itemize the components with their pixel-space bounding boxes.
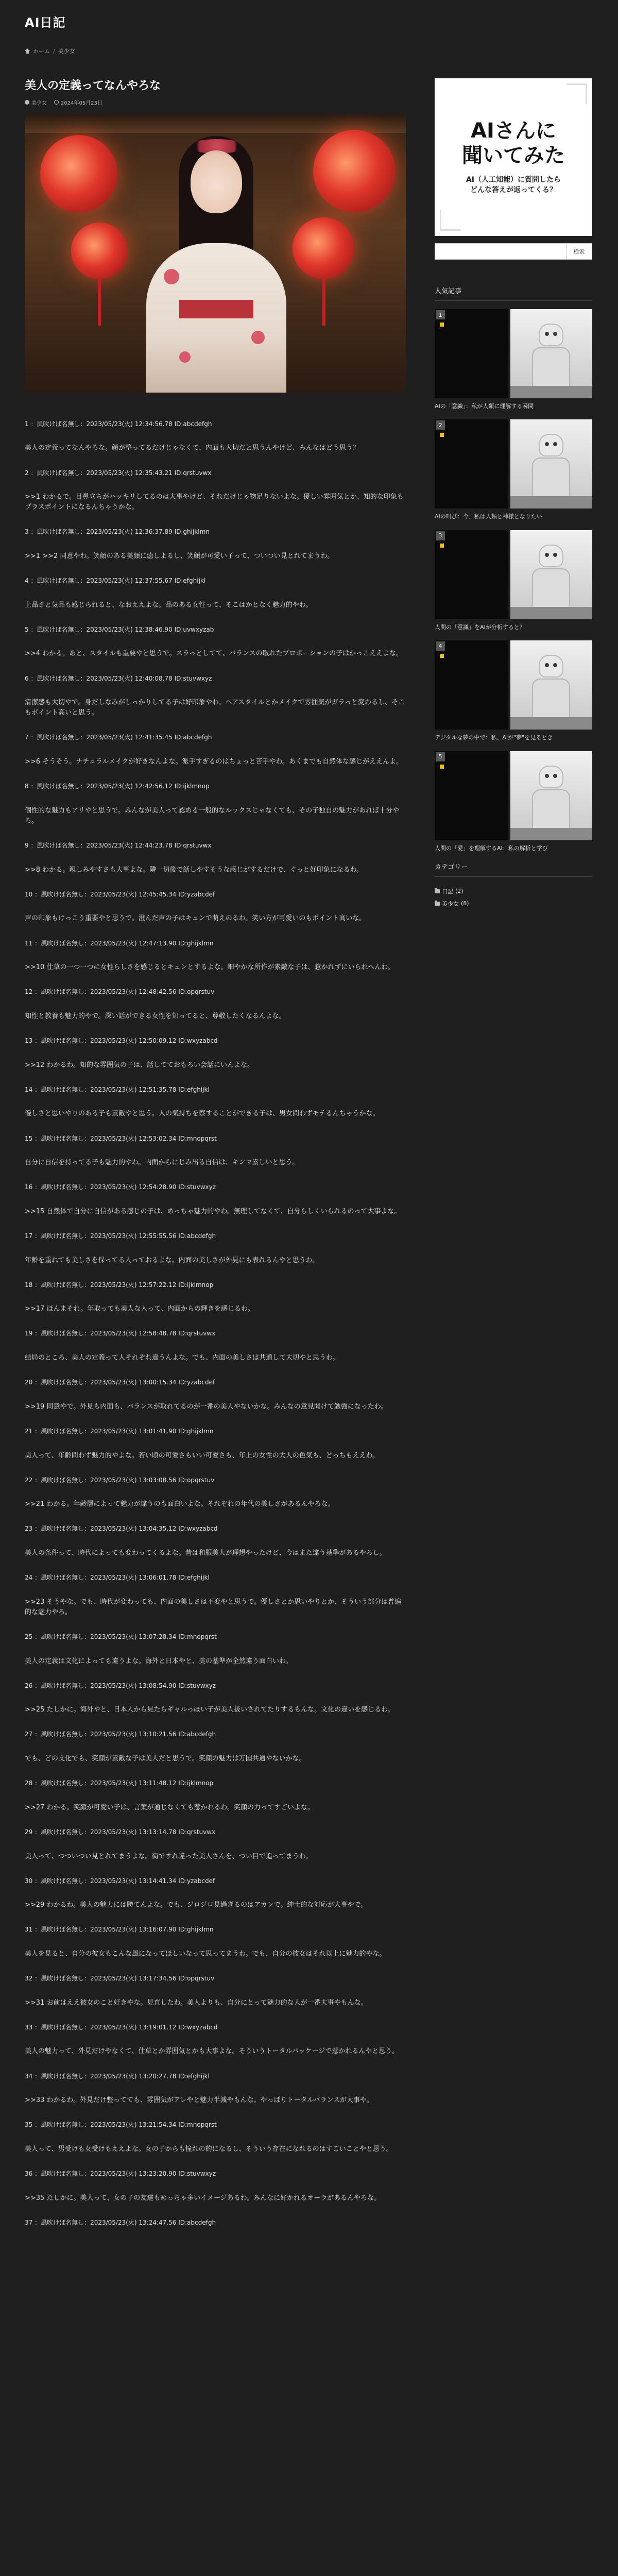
comment-body: >>27 わかる。笑顔が可愛い子は、言葉が通じなくても惹かれるわ。笑顔の力ってすごいよな。 [25, 1803, 314, 1811]
lantern-right-top [313, 130, 396, 212]
lantern-right-mid [293, 217, 354, 279]
comment-header: 5 ：風吹けば名無し：2023/05/23(火) 12:38:46.90 ID:uvwxyzab [25, 625, 214, 633]
category-heading: カテゴリー [435, 861, 592, 877]
comment-item [25, 1231, 406, 1266]
comment-body: 自分に自信を持ってる子も魅力的やわ。内面からにじみ出る自信は、キンマ素しいと思う。 [25, 1159, 299, 1167]
comment-body: >>17 ほんまそれ。年取っても美人な人って、内面からの輝きを感じるわ。 [25, 1305, 254, 1313]
comment-body: >>1 わかるで。目鼻立ちがハッキリしてるのは大事やけど、それだけじゃ物足りないよな。優しい雰囲気とか、知的な印象もプラスポイントになるんちゃうかな。 [25, 493, 404, 512]
comment-header: 19 ：風吹けば名無し：2023/05/23(火) 12:58:48.78 ID:qrstuvwx [25, 1330, 216, 1337]
thumbnail-accent [440, 323, 444, 327]
site-title[interactable]: AI日記 [25, 15, 66, 30]
comment-body: 結局のところ、美人の定義って人それぞれ違うんよな。でも、内面の美しさは共通して大切やと思うわ。 [25, 1354, 339, 1362]
post-title: 美人の定義ってなんやろな [25, 79, 161, 92]
comment-body: 年齢を重ねても美しさを保ってる人っておるよな。内面の美しさが外見にも表れるんやと思うわ。 [25, 1256, 319, 1264]
comment-item [25, 1876, 406, 1911]
thumbnail-accent [440, 654, 444, 658]
comment-body: 美人の条件って、時代によっても変わってくるよな。昔は和服美人が理想やったけど、今はまた違う基準があるやろし。 [25, 1549, 386, 1557]
comment-body: >>25 たしかに。海外やと、日本人から見たらギャルっぽい子が美人扱いされてたりするもんな。文化の違いを感じるわ。 [25, 1706, 394, 1714]
kimono-flower [164, 269, 179, 284]
popular-post-item[interactable] [435, 419, 592, 520]
ad-title-line2: 聞いてみた [462, 144, 565, 168]
popular-post-thumbnail[interactable] [435, 640, 592, 730]
kimono-flower [251, 331, 265, 344]
popular-list [435, 309, 592, 852]
comment-item [25, 625, 406, 659]
comment-item [25, 468, 406, 513]
comment-header: 28 ：風吹けば名無し：2023/05/23(火) 13:11:48.12 ID:ijklmnop [25, 1780, 214, 1787]
comment-body: 優しさと思いやりのある子も素敵やと思う。人の気持ちを察することができる子は、男女問わずモテるんちゃうかな。 [25, 1110, 380, 1118]
search-form [435, 243, 592, 260]
comment-body: >>19 同意やで。外見も内面も、バランスが取れてるのが一番の美人やないかな。みんなの意見聞けて勉強になったわ。 [25, 1402, 388, 1411]
comment-body: >>29 わかるわ。美人の魅力には勝てんよな。でも、ジロジロ見過ぎるのはアカンで。紳士的な対応が大事やで。 [25, 1901, 368, 1909]
comment-item [25, 1378, 406, 1412]
popular-post-thumbnail[interactable] [435, 530, 592, 619]
comment-body: >>21 わかる。年齢層によって魅力が違うのも面白いよな。それぞれの年代の美しさがあるんやろな。 [25, 1500, 335, 1509]
robot-eye [545, 774, 549, 778]
comment-list [25, 419, 406, 2228]
search-button[interactable]: 検索 [566, 243, 592, 260]
comment-header: 17 ：風吹けば名無し：2023/05/23(火) 12:55:55.56 ID:abcdefgh [25, 1232, 216, 1240]
comment-body: 上品さと気品も感じられると、なおええよな。品のある女性って、そこはかとなく魅力的やわ。 [25, 601, 313, 609]
category-label[interactable]: 日記 [442, 888, 453, 895]
breadcrumb-separator: / [53, 47, 55, 55]
comment-item [25, 674, 406, 719]
rank-badge: 1 [436, 310, 445, 319]
robot-body [532, 679, 570, 720]
comment-header: 34 ：風吹けば名無し：2023/05/23(火) 13:20:27.78 ID:efghijkl [25, 2072, 210, 2080]
comment-body: 美人って、つついつい見とれてまうよな。街ですれ違った美人さんを、つい目で追ってまうわ。 [25, 1852, 313, 1860]
robot-desk [510, 828, 592, 840]
comment-item [25, 1730, 406, 1764]
category-list [435, 885, 592, 910]
comment-header: 8 ：風吹けば名無し：2023/05/23(火) 12:42:56.12 ID:ijklmnop [25, 783, 210, 790]
robot-eye [553, 442, 557, 446]
robot-head [539, 655, 563, 677]
popular-post-title[interactable]: デジタルな夢の中で：私、AIが"夢"を見るとき [435, 734, 553, 741]
comment-item [25, 2169, 406, 2204]
thumbnail-accent [440, 433, 444, 437]
robot-eye [553, 553, 557, 557]
comment-body: 知性と教養も魅力的やで。深い話ができる女性を知ってると、尊敬したくなるんよな。 [25, 1012, 286, 1020]
robot-desk [510, 496, 592, 509]
comment-item [25, 1476, 406, 1510]
robot-illustration [510, 419, 592, 509]
category-item[interactable] [435, 885, 592, 897]
ad-title-line1: AIさんに [471, 119, 556, 143]
robot-body [532, 568, 570, 609]
comment-body: >>8 わかる。親しみやすさも大事よな。隣一切後で話しやすそうな感じがするだけで、ぐっと好印象になるわ。 [25, 866, 364, 874]
figure-sash [179, 300, 253, 318]
breadcrumb-home[interactable]: ホーム [33, 48, 50, 55]
popular-post-title[interactable]: AIの「意識」：私が人類に理解する瞬間 [435, 403, 534, 410]
category-count: (2) [455, 888, 464, 895]
comment-header: 10 ：風吹けば名無し：2023/05/23(火) 12:45:45.34 ID:yzabcdef [25, 890, 215, 898]
robot-body [532, 789, 570, 831]
comment-item [25, 1573, 406, 1618]
home-icon [25, 48, 30, 54]
comment-item [25, 2072, 406, 2106]
robot-eye [553, 332, 557, 336]
comment-header: 3 ：風吹けば名無し：2023/05/23(火) 12:36:37.89 ID:ghijklmn [25, 528, 210, 536]
comment-item [25, 1827, 406, 1862]
user-icon [25, 100, 29, 105]
robot-eye [553, 774, 557, 778]
comment-item [25, 1524, 406, 1558]
category-label[interactable]: 美少女 [442, 900, 459, 907]
comment-body: >>12 わかるわ。知的な雰囲気の子は、話してておもろい会話にいんよな。 [25, 1061, 254, 1069]
comment-item [25, 2120, 406, 2155]
comment-body: >>31 お前はええ彼女のこと好きやな。見直したわ。美人よりも、自分にとって魅力的な人が一番大事やもんな。 [25, 1998, 368, 2007]
comment-item [25, 1329, 406, 1363]
robot-body [532, 347, 570, 388]
thumbnail-dark-panel [435, 309, 508, 398]
ad-subtitle-line1: AI（人工知能）に質問したら [466, 176, 561, 184]
comment-body: >>4 わかる。あと、スタイルも重要やと思うで。スラっとしてて、バランスの取れたプロポーションの子はかっこええよな。 [25, 650, 403, 658]
comment-header: 7 ：風吹けば名無し：2023/05/23(火) 12:41:35.45 ID:abcdefgh [25, 734, 212, 741]
comment-item [25, 733, 406, 767]
comment-header: 2 ：風吹けば名無し：2023/05/23(火) 12:35:43.21 ID:qrstuvwx [25, 469, 212, 477]
comment-body: >>35 たしかに。美人って、女の子の友達もめっちゃ多いイメージあるわ。みんなに好かれるオーラがあるんやろな。 [25, 2194, 381, 2202]
robot-desk [510, 717, 592, 730]
robot-eye [545, 553, 549, 557]
comment-item [25, 1681, 406, 1716]
comment-item [25, 1427, 406, 1461]
comment-body: 個性的な魅力もアリやと思うで。みんなが美人って認める一般的なルックスじゃなくても、その子独自の魅力があれば十分やろ。 [25, 806, 400, 825]
robot-head [539, 545, 563, 567]
comment-header: 12 ：風吹けば名無し：2023/05/23(火) 12:48:42.56 ID:opqrstuv [25, 988, 215, 996]
folder-icon [435, 902, 440, 906]
comment-header: 32 ：風吹けば名無し：2023/05/23(火) 13:17:34.56 ID:opqrstuv [25, 1975, 215, 1982]
comment-header: 22 ：風吹けば名無し：2023/05/23(火) 13:03:08.56 ID:opqrstuv [25, 1476, 215, 1484]
site-header [0, 0, 618, 42]
post-author [25, 98, 47, 106]
comment-item [25, 1085, 406, 1120]
robot-eye [545, 663, 549, 667]
popular-heading: 人気記事 [435, 285, 592, 301]
hero-image [25, 114, 406, 393]
comment-item [25, 2023, 406, 2057]
lantern-tassel [98, 279, 101, 326]
comment-body: でも、どの文化でも、笑顔が素敵な子は美人だと思うで。笑顔の魅力は万国共通やないかな。 [25, 1755, 306, 1763]
thumbnail-accent [440, 765, 444, 769]
folder-icon [435, 889, 440, 893]
comment-header: 24 ：風吹けば名無し：2023/05/23(火) 13:06:01.78 ID:efghijkl [25, 1574, 210, 1582]
comment-body: >>33 わかるわ。外見だけ整ってても、雰囲気がアレやと魅力半減やもんな。やっぱりトータルバランスが大事や。 [25, 2096, 373, 2105]
comment-body: >>6 そうそう。ナチュラルメイクが好きなんよな。派手すぎるのはちょっと苦手やわ。あくまでも自然体な感じがええんよ。 [25, 758, 403, 766]
thumbnail-dark-panel [435, 530, 508, 619]
comment-body: >>23 そうやな。でも、時代が変わっても、内面の美しさは不変やと思うで。優しさとか思いやりとか、そういう部分は普遍的な魅力やろ。 [25, 1598, 402, 1616]
popular-post-thumbnail[interactable] [435, 751, 592, 840]
comment-body: >>10 仕草の一つ一つに女性らしさを感じるとキュンとするよな。細やかな所作が素敵な子は、惹かれずにいられへんわ。 [25, 963, 394, 972]
robot-eye [545, 332, 549, 336]
comment-body: >>1 >>2 同意やわ。笑顔のある美顔に癒しよるし、笑顔が可愛い子って、ついつい見とれてまうわ。 [25, 552, 334, 560]
post-date-text: 2024年05月23日 [61, 100, 102, 106]
robot-head [539, 434, 563, 456]
comment-item [25, 987, 406, 1022]
robot-illustration [510, 530, 592, 619]
comment-header: 27 ：風吹けば名無し：2023/05/23(火) 13:10:21.56 ID:abcdefgh [25, 1731, 216, 1738]
robot-illustration [510, 309, 592, 398]
comment-header: 20 ：風吹けば名無し：2023/05/23(火) 13:00:15.34 ID:yzabcdef [25, 1379, 215, 1386]
comment-header: 14 ：風吹けば名無し：2023/05/23(火) 12:51:35.78 ID:efghijkl [25, 1086, 210, 1093]
kimono-flower [179, 351, 191, 363]
robot-eye [545, 442, 549, 446]
thumbnail-dark-panel [435, 419, 508, 509]
popular-post-thumbnail[interactable] [435, 419, 592, 509]
comment-header: 6 ：風吹けば名無し：2023/05/23(火) 12:40:08.78 ID:stuvwxyz [25, 674, 212, 682]
robot-illustration [510, 751, 592, 840]
breadcrumb-category[interactable]: 美少女 [58, 48, 75, 55]
robot-desk [510, 607, 592, 619]
robot-head [539, 766, 563, 788]
comment-item [25, 2218, 406, 2228]
search-input[interactable] [435, 243, 566, 260]
comment-item [25, 1925, 406, 1959]
clock-icon [54, 100, 59, 105]
category-count: (8) [461, 900, 469, 907]
popular-post-thumbnail[interactable] [435, 309, 592, 398]
popular-post-item[interactable] [435, 640, 592, 741]
sidebar-ad-banner[interactable] [435, 78, 592, 236]
comment-header: 16 ：風吹けば名無し：2023/05/23(火) 12:54:28.90 ID:stuvwxyz [25, 1183, 216, 1191]
rank-badge: 2 [436, 420, 445, 430]
comment-item [25, 1036, 406, 1071]
comment-header: 33 ：風吹けば名無し：2023/05/23(火) 13:19:01.12 ID:wxyzabcd [25, 2023, 218, 2031]
lantern-tassel [322, 279, 325, 326]
comment-body: 声の印象もけっこう重要やと思うで。澄んだ声の子はキュンで萌えのるわ。笑い方が可愛いのもポイント高いな。 [25, 914, 366, 923]
comment-header: 18 ：風吹けば名無し：2023/05/23(火) 12:57:22.12 ID:ijklmnop [25, 1281, 214, 1289]
comment-header: 31 ：風吹けば名無し：2023/05/23(火) 13:16:07.90 ID:ghijklmn [25, 1926, 214, 1934]
robot-head [539, 324, 563, 346]
thumbnail-accent [440, 544, 444, 548]
ad-corner-decoration [566, 83, 587, 104]
robot-desk [510, 386, 592, 398]
rank-badge: 4 [436, 641, 445, 651]
comment-body: 美人の定義は文化によっても違うよな。海外と日本やと、美の基準が全然違う面白いわ。 [25, 1657, 293, 1665]
lantern-left-top [40, 135, 117, 212]
comment-item [25, 1134, 406, 1168]
breadcrumb [0, 42, 618, 60]
category-item[interactable] [435, 897, 592, 910]
lantern-left-mid [71, 223, 128, 279]
post-meta [25, 98, 406, 106]
popular-post-title[interactable]: 人間の「意識」をAIが分析すると？ [435, 623, 525, 631]
comment-header: 30 ：風吹けば名無し：2023/05/23(火) 13:14:41.34 ID:yzabcdef [25, 1877, 215, 1885]
comment-item [25, 1974, 406, 2008]
comment-header: 37 ：風吹けば名無し：2023/05/23(火) 13:24:47.56 ID:abcdefgh [25, 2218, 216, 2226]
comment-header: 9 ：風吹けば名無し：2023/05/23(火) 12:44:23.78 ID:qrstuvwx [25, 842, 212, 850]
robot-body [532, 457, 570, 499]
comment-item [25, 1182, 406, 1217]
popular-post-item[interactable] [435, 309, 592, 410]
comment-item [25, 1778, 406, 1813]
thumbnail-dark-panel [435, 751, 508, 840]
popular-post-title[interactable]: AIの叫び：今、私は人類と神様となりたい [435, 513, 542, 520]
popular-post-item[interactable] [435, 530, 592, 631]
popular-post-title[interactable]: 人間の「愛」を理解するAI：私の解析と学び [435, 844, 548, 852]
post-date [54, 98, 102, 106]
ad-subtitle-line2: どんな答えが返ってくる？ [470, 186, 557, 194]
comment-header: 21 ：風吹けば名無し：2023/05/23(火) 13:01:41.90 ID:ghijklmn [25, 1427, 214, 1435]
thumbnail-dark-panel [435, 640, 508, 730]
figure-head [191, 150, 242, 213]
comment-item [25, 890, 406, 924]
comment-header: 23 ：風吹けば名無し：2023/05/23(火) 13:04:35.12 ID:wxyzabcd [25, 1525, 218, 1533]
comment-item [25, 527, 406, 562]
main-content [25, 78, 406, 2242]
comment-header: 35 ：風吹けば名無し：2023/05/23(火) 13:21:54.34 ID:mnopqrst [25, 2121, 217, 2129]
rank-badge: 5 [436, 752, 445, 761]
comment-header: 13 ：風吹けば名無し：2023/05/23(火) 12:50:09.12 ID:wxyzabcd [25, 1037, 218, 1045]
comment-body: >>15 自然体で自分に自信がある感じの子は、めっちゃ魅力的やわ。無理してなくて、自分らしくいられるのって大事よな。 [25, 1207, 401, 1215]
comment-item [25, 782, 406, 826]
popular-post-item[interactable] [435, 751, 592, 852]
comment-body: 美人を見ると、自分の彼女もこんな風になってほしいなって思ってまうわ。でも、自分の彼女はそれ以上に魅力的やな。 [25, 1950, 386, 1958]
comment-header: 15 ：風吹けば名無し：2023/05/23(火) 12:53:02.34 ID:mnopqrst [25, 1134, 217, 1142]
comment-item [25, 939, 406, 973]
post-author-name[interactable]: 美少女 [31, 100, 47, 106]
comment-body: 美人の魅力って、外見だけやなくて、仕草とか雰囲気とかも大事よな。そういうトータルパッケージで惹かれるんやと思う。 [25, 2047, 399, 2056]
comment-body: 美人って、年齢問わず魅力的やよな。若い頃の可愛さもいい可愛さも、年上の女性の大人の色気も、どっちもええわ。 [25, 1451, 379, 1460]
comment-item [25, 841, 406, 875]
ad-corner-decoration [440, 210, 460, 231]
comment-header: 1 ：風吹けば名無し：2023/05/23(火) 12:34:56.78 ID:abcdefgh [25, 420, 212, 428]
comment-header: 4 ：風吹けば名無し：2023/05/23(火) 12:37:55.67 ID:efghijkl [25, 577, 206, 585]
comment-item [25, 419, 406, 454]
sidebar [435, 78, 592, 2242]
comment-header: 11 ：風吹けば名無し：2023/05/23(火) 12:47:13.90 ID:ghijklmn [25, 939, 214, 947]
comment-body: 美人って、男受けも女受けもええよな。女の子からも憧れの的になるし、そういう存在になれるのはすごいことやと思う。 [25, 2145, 393, 2153]
robot-eye [553, 663, 557, 667]
robot-illustration [510, 640, 592, 730]
comment-item [25, 576, 406, 611]
comment-header: 29 ：風吹けば名無し：2023/05/23(火) 13:13:14.78 ID:qrstuvwx [25, 1828, 216, 1836]
comment-header: 36 ：風吹けば名無し：2023/05/23(火) 13:23:20.90 ID:stuvwxyz [25, 2170, 216, 2178]
comment-item [25, 1632, 406, 1667]
rank-badge: 3 [436, 531, 445, 540]
comment-item [25, 1280, 406, 1315]
comment-header: 26 ：風吹けば名無し：2023/05/23(火) 13:08:54.90 ID:stuvwxyz [25, 1682, 216, 1689]
comment-body: 清潔感も大切やで。身だしなみがしっかりしてる子は好印象やわ。ヘアスタイルとかメイクで雰囲気がガラっと変わるし、そこもポイント高いと思う。 [25, 699, 405, 717]
comment-header: 25 ：風吹けば名無し：2023/05/23(火) 13:07:28.34 ID:mnopqrst [25, 1633, 217, 1640]
comment-body: 美人の定義ってなんやろな。顔が整ってるだけじゃなくて、内面も大切だと思うんやけど、みんなはどう思う？ [25, 444, 359, 452]
